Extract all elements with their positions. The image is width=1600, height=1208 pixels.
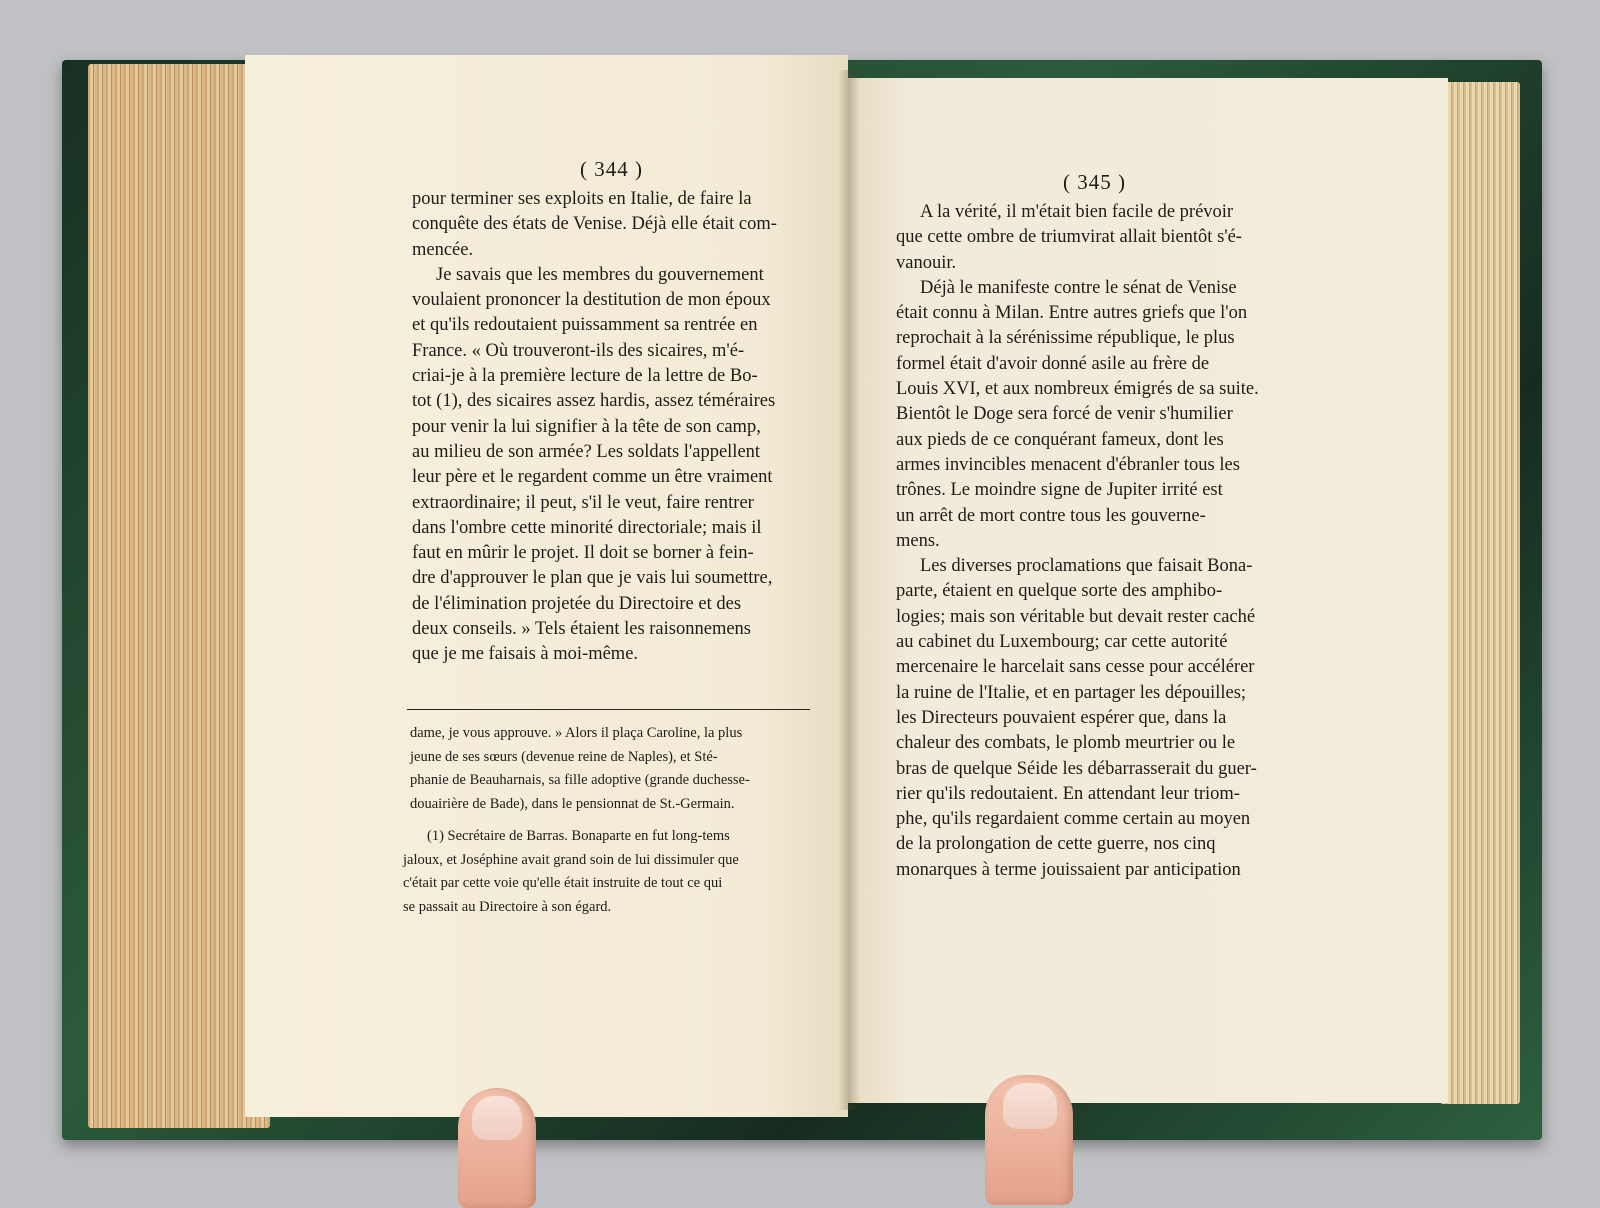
text-line: reprochait à la sérénissime république, le plus xyxy=(896,328,1235,349)
text-line: logies; mais son véritable but devait rester caché xyxy=(896,606,1256,627)
text-line: dre d'approuver le plan que je vais lui soumettre, xyxy=(412,568,773,589)
note-line: douairière de Bade), dans le pensionnat de St.-Germain. xyxy=(410,795,735,812)
text-line: de la prolongation de cette guerre, nos cinq xyxy=(896,834,1216,855)
left-fingernail xyxy=(472,1096,522,1140)
text-line: trônes. Le moindre signe de Jupiter irrité est xyxy=(896,480,1223,501)
footnote-line: jaloux, et Joséphine avait grand soin de lui dissimuler que xyxy=(403,851,739,868)
left-finger xyxy=(458,1088,536,1208)
footnote xyxy=(403,825,808,919)
text-line: Bientôt le Doge sera forcé de venir s'humilier xyxy=(896,404,1233,425)
text-line: les Directeurs pouvaient espérer que, dans la xyxy=(896,707,1227,728)
left-page xyxy=(245,55,848,1117)
note-line: jeune de ses sœurs (devenue reine de Naples), et Sté- xyxy=(410,748,718,765)
text-line: formel était d'avoir donné asile au frère de xyxy=(896,353,1210,374)
text-line: de l'élimination projetée du Directoire et des xyxy=(412,593,742,614)
text-line: au cabinet du Luxembourg; car cette autorité xyxy=(896,632,1228,653)
text-line: vanouir. xyxy=(896,252,957,273)
right-fingernail xyxy=(1003,1083,1057,1129)
text-line: que cette ombre de triumvirat allait bientôt s'é- xyxy=(896,227,1242,248)
text-line: pour terminer ses exploits en Italie, de faire la xyxy=(412,189,752,209)
text-line: deux conseils. » Tels étaient les raisonnemens xyxy=(412,619,751,640)
note-continuation xyxy=(410,722,810,816)
right-page xyxy=(848,78,1448,1103)
text-line: pour venir la lui signifier à la tête de son camp, xyxy=(412,416,761,437)
text-line: dans l'ombre cette minorité directoriale; mais il xyxy=(412,517,762,538)
note-line: phanie de Beauharnais, sa fille adoptive (grande duchesse- xyxy=(410,772,750,788)
text-line: phe, qu'ils regardaient comme certain au moyen xyxy=(896,809,1251,830)
text-line: Les diverses proclamations que faisait Bona- xyxy=(920,556,1253,577)
text-line: au milieu de son armée? Les soldats l'appellent xyxy=(412,441,761,462)
left-page-block-edge xyxy=(88,64,270,1128)
right-page-body xyxy=(896,200,1286,883)
text-line: parte, étaient en quelque sorte des amphibo- xyxy=(896,581,1223,602)
text-line: mencée. xyxy=(412,239,474,260)
footnote-line: se passait au Directoire à son égard. xyxy=(403,898,612,915)
text-line: voulaient prononcer la destitution de mon époux xyxy=(412,290,771,311)
text-line: aux pieds de ce conquérant fameux, dont les xyxy=(896,429,1224,450)
text-line: conquête des états de Venise. Déjà elle était com- xyxy=(412,214,777,235)
text-line: et qu'ils redoutaient puissamment sa rentrée en xyxy=(412,315,758,336)
text-line: faut en mûrir le projet. Il doit se borner à fein- xyxy=(412,543,754,564)
text-line: mercenaire le harcelait sans cesse pour accélérer xyxy=(896,657,1255,678)
text-line: extraordinaire; il peut, s'il le veut, faire rentrer xyxy=(412,492,754,513)
text-line: bras de quelque Séide les débarrasserait du guer- xyxy=(896,758,1257,779)
text-line: mens. xyxy=(896,530,940,551)
text-line: France. « Où trouveront-ils des sicaires, m'é- xyxy=(412,340,745,361)
text-line: Louis XVI, et aux nombreux émigrés de sa suite. xyxy=(896,379,1259,400)
right-page-number: ( 345 ) xyxy=(1063,170,1126,194)
text-line: chaleur des combats, le plomb meurtrier ou le xyxy=(896,733,1236,754)
text-line: Je savais que les membres du gouvernement xyxy=(436,264,764,285)
text-line: un arrêt de mort contre tous les gouverne- xyxy=(896,505,1206,526)
note-line: dame, je vous approuve. » Alors il plaça Caroline, la plus xyxy=(410,725,743,741)
text-line: que je me faisais à moi-même. xyxy=(412,644,639,665)
footnote-line: (1) Secrétaire de Barras. Bonaparte en fut long-tems xyxy=(427,828,730,844)
text-line: armes invincibles menacent d'ébranler tous les xyxy=(896,454,1240,475)
text-line: rier qu'ils redoutaient. En attendant leur triom- xyxy=(896,783,1240,804)
footnote-separator-rule xyxy=(407,709,810,710)
left-page-body xyxy=(412,187,807,668)
text-line: la ruine de l'Italie, et en partager les dépouilles; xyxy=(896,682,1247,703)
text-line: était connu à Milan. Entre autres griefs que l'on xyxy=(896,303,1248,324)
text-line: criai-je à la première lecture de la lettre de Bo- xyxy=(412,366,758,387)
text-line: tot (1), des sicaires assez hardis, assez téméraires xyxy=(412,391,776,412)
text-line: A la vérité, il m'était bien facile de prévoir xyxy=(920,202,1234,222)
left-page-number: ( 344 ) xyxy=(580,157,643,181)
text-line: leur père et le regardent comme un être vraiment xyxy=(412,467,773,488)
right-finger xyxy=(985,1075,1073,1205)
right-page-block-edge xyxy=(1440,82,1520,1104)
footnote-line: c'était par cette voie qu'elle était instruite de tout ce qui xyxy=(403,875,723,891)
text-line: monarques à terme jouissaient par anticipation xyxy=(896,859,1241,880)
book-gutter xyxy=(838,70,860,1110)
text-line: Déjà le manifeste contre le sénat de Venise xyxy=(920,277,1237,298)
